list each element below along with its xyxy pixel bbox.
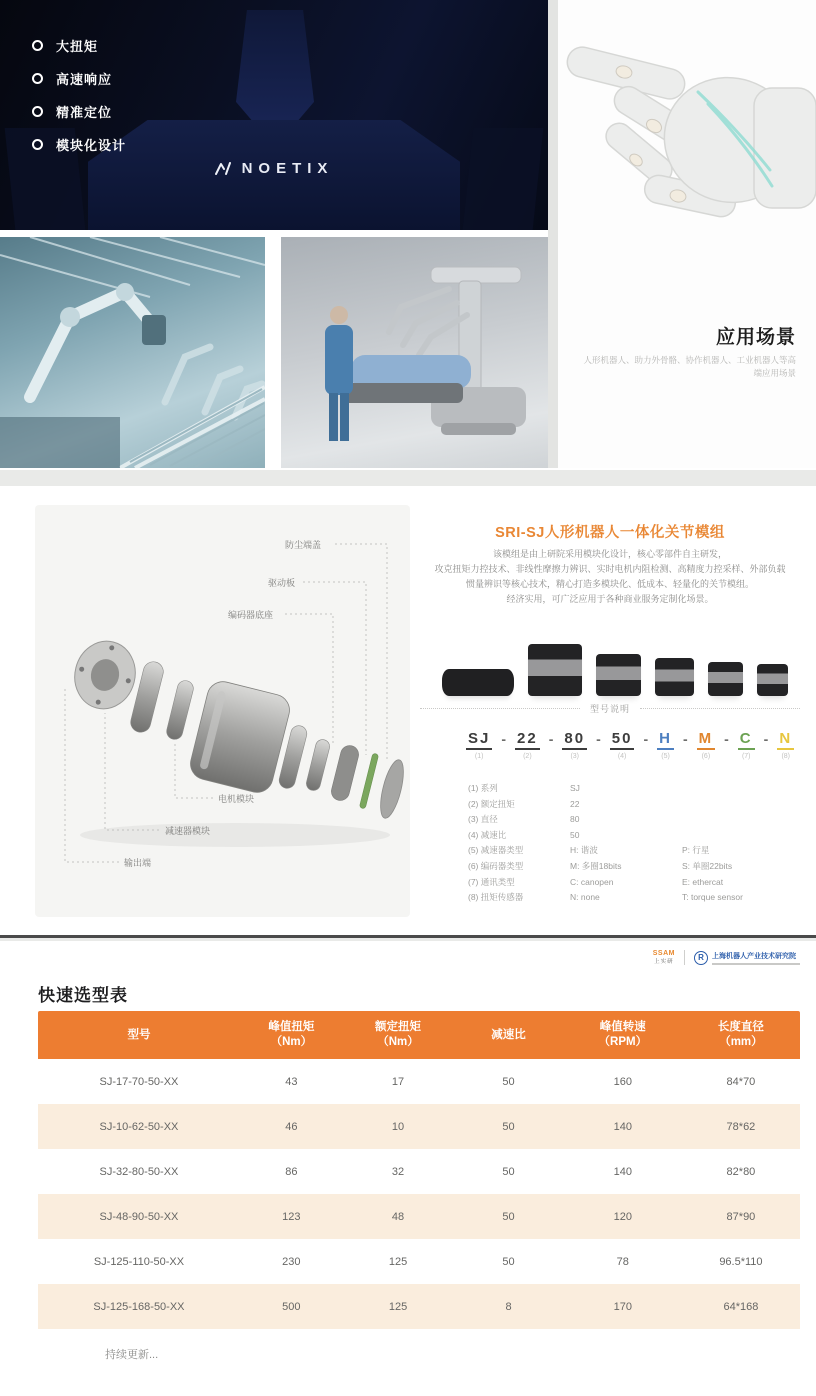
code-separator: - [548, 731, 554, 747]
legend-row [468, 876, 800, 892]
table-row [38, 1149, 800, 1194]
cell-model: SJ-10-62-50-XX [99, 1120, 179, 1133]
cell-rated-torque: 32 [391, 1165, 405, 1178]
cell-model: SJ-125-168-50-XX [93, 1300, 185, 1313]
institute-name: 上海机器人产业技术研究院 [712, 952, 796, 960]
cell-model: SJ-48-90-50-XX [99, 1210, 179, 1223]
legend-label: (5) 减速器类型 [468, 845, 524, 856]
cell-peak-torque: 230 [282, 1255, 301, 1268]
list-item [32, 102, 126, 121]
hero-image [0, 0, 548, 230]
feature-label: 高速响应 [56, 72, 113, 87]
cell-dimensions: 64*168 [723, 1300, 759, 1313]
legend-row [468, 782, 800, 798]
model-code-legend [468, 782, 800, 907]
legend-row [468, 844, 800, 860]
cell-peak-speed: 120 [613, 1210, 632, 1223]
footer-logos [653, 950, 800, 965]
segment-index: (5) [661, 753, 670, 760]
segment-index: (1) [474, 753, 484, 760]
legend-value: T: torque sensor [682, 892, 743, 903]
legend-row [468, 798, 800, 814]
segment-text: H [657, 730, 674, 750]
exploded-view-card [35, 505, 410, 917]
cell-model: SJ-125-110-50-XX [93, 1255, 185, 1268]
code-separator: - [501, 731, 507, 747]
page-1 [0, 0, 816, 470]
cell-peak-speed: 78 [616, 1255, 629, 1268]
column-header: 长度直径 （mm） [682, 1011, 800, 1059]
segment-text: 50 [610, 730, 635, 750]
legend-value: S: 单圈22bits [682, 860, 733, 871]
section-divider-line [0, 935, 816, 938]
model-code-segment [697, 730, 716, 760]
robot-arm-right [463, 128, 544, 230]
feature-label: 模块化设计 [56, 138, 127, 153]
noetix-mark-icon [215, 161, 235, 176]
cell-dimensions: 78*62 [726, 1120, 756, 1133]
company-logo [653, 950, 675, 965]
cell-peak-speed: 160 [613, 1075, 632, 1088]
column-header: 峰值转速 （RPM） [564, 1011, 682, 1059]
brand-logo [0, 160, 548, 177]
exploded-part-label: 防尘端盖 [285, 540, 322, 550]
segment-index: (2) [523, 753, 532, 760]
model-code-segment [610, 730, 635, 760]
logo-text: 上实研 [654, 959, 674, 965]
exploded-part-label: 驱动板 [268, 578, 296, 588]
legend-row [468, 891, 800, 907]
table-row [38, 1239, 800, 1284]
code-separator: - [643, 731, 649, 747]
cell-ratio: 50 [502, 1165, 515, 1178]
legend-value: 80 [570, 814, 580, 825]
column-header: 额定扭矩 （Nm） [343, 1011, 453, 1059]
cell-ratio: 50 [502, 1210, 515, 1223]
joint-module-image [442, 669, 514, 696]
joint-module-image [757, 664, 788, 696]
exploded-part-label: 编码器底座 [228, 610, 274, 620]
code-separator: - [682, 731, 688, 747]
segment-text: M [697, 730, 716, 750]
page-2 [0, 486, 816, 935]
code-separator: - [596, 731, 601, 747]
cell-rated-torque: 48 [391, 1210, 405, 1223]
page-3 [0, 941, 816, 1396]
circle-bullet-icon [32, 73, 43, 84]
column-header: 峰值扭矩 （Nm） [240, 1011, 343, 1059]
model-code-segment [777, 730, 794, 760]
legend-row [468, 813, 800, 829]
cell-ratio: 50 [502, 1075, 515, 1088]
segment-index: (3) [570, 753, 580, 760]
model-code [466, 730, 794, 760]
update-note: 持续更新... [105, 1349, 159, 1361]
circle-bullet-icon [32, 139, 43, 150]
segment-index: (8) [781, 753, 791, 760]
segment-index: (7) [741, 753, 751, 760]
legend-label: (6) 编码器类型 [468, 860, 524, 871]
cell-rated-torque: 17 [391, 1075, 405, 1088]
legend-value: SJ [570, 783, 580, 793]
segment-text: SJ [466, 730, 492, 750]
model-code-segment [738, 730, 755, 760]
cell-peak-torque: 46 [285, 1120, 298, 1133]
institute-mark-icon: R [694, 951, 708, 965]
segment-index: (4) [617, 753, 627, 760]
quick-selection-table [38, 1011, 800, 1329]
brand-wordmark: NOETIX [241, 160, 334, 177]
surgical-robot-photo [281, 237, 548, 468]
cell-model: SJ-32-80-50-XX [99, 1165, 179, 1178]
cell-peak-speed: 140 [613, 1165, 632, 1178]
column-header: 型号 [38, 1011, 240, 1059]
legend-label: (1) 系列 [468, 783, 498, 793]
feature-bullet-list [32, 36, 126, 168]
model-section-title: 型号说明 [590, 704, 631, 714]
code-separator: - [763, 731, 769, 747]
cell-rated-torque: 125 [388, 1255, 408, 1268]
model-code-segment [657, 730, 674, 760]
list-item [32, 135, 126, 154]
table-row [38, 1104, 800, 1149]
cell-ratio: 8 [505, 1300, 512, 1313]
dotted-line [640, 708, 800, 709]
product-title: SRI-SJ人形机器人一体化关节模组 [495, 525, 725, 541]
legend-row [468, 829, 800, 845]
joint-module-family-image [430, 616, 800, 696]
industrial-robots-photo [0, 237, 265, 468]
segment-index: (6) [701, 753, 711, 760]
exploded-part-label: 减速器模块 [165, 826, 211, 836]
legend-value: H: 谐波 [570, 845, 598, 856]
joint-module-image [596, 654, 641, 696]
description-line: 该模组是由上研院采用模块化设计，核心零部件自主研发， [492, 549, 727, 559]
description-line: 经济实用，可广泛应用于各种商业服务定制化场景。 [506, 594, 714, 604]
institute-english-line [712, 963, 800, 965]
cell-peak-speed: 140 [613, 1120, 632, 1133]
cell-dimensions: 96.5*110 [719, 1255, 763, 1268]
application-title: 应用场景 [715, 327, 796, 348]
dotted-line [420, 708, 580, 709]
industrial-robots-illustration [0, 237, 265, 468]
legend-value: M: 多圈18bits [570, 860, 622, 871]
list-item [32, 36, 126, 55]
selection-table-title: 快速选型表 [38, 986, 128, 1005]
legend-label: (4) 减速比 [468, 829, 507, 840]
page-break-band [0, 470, 816, 486]
segment-text: 80 [562, 730, 587, 750]
logo-divider [684, 950, 685, 965]
table-row [38, 1284, 800, 1329]
cell-peak-torque: 123 [282, 1210, 301, 1223]
column-header: 减速比 [453, 1011, 563, 1059]
product-description [422, 547, 798, 607]
segment-text: 22 [515, 730, 540, 750]
model-code-segment [466, 730, 492, 760]
model-code-segment [562, 730, 587, 760]
model-section-divider [420, 702, 800, 715]
joint-module-image [708, 662, 743, 696]
list-item [32, 69, 126, 88]
cell-dimensions: 84*70 [726, 1075, 756, 1088]
legend-label: (3) 直径 [468, 814, 498, 825]
description-line: 攻克扭矩力控技术、非线性摩擦力辨识、实时电机内阻检测、高精度力控采样、外部负载 [434, 564, 786, 574]
cell-ratio: 50 [502, 1255, 515, 1268]
legend-label: (8) 扭矩传感器 [468, 892, 524, 903]
cell-ratio: 50 [502, 1120, 515, 1133]
cell-peak-torque: 43 [285, 1075, 298, 1088]
legend-value: C: canopen [570, 876, 614, 887]
cell-peak-speed: 170 [613, 1300, 632, 1313]
cell-dimensions: 82*80 [726, 1165, 756, 1178]
legend-label: (2) 额定扭矩 [468, 798, 515, 809]
circle-bullet-icon [32, 106, 43, 117]
logo-text: SSAM [652, 950, 675, 957]
table-row [38, 1059, 800, 1104]
exploded-view-illustration [35, 505, 410, 917]
robot-head-silhouette [236, 10, 314, 122]
cell-model: SJ-17-70-50-XX [99, 1075, 179, 1088]
joint-module-image [655, 658, 694, 696]
segment-text: N [777, 730, 794, 750]
cell-dimensions: 87*90 [726, 1210, 756, 1223]
cell-peak-torque: 500 [282, 1300, 301, 1313]
circle-bullet-icon [32, 40, 43, 51]
exploded-part-label: 电机模块 [218, 794, 255, 804]
page-gutter [548, 0, 558, 468]
application-subtitle: 人形机器人、助力外骨骼、协作机器人、工业机器人等高端应用场景 [583, 355, 796, 378]
legend-value: 22 [570, 798, 580, 809]
cell-rated-torque: 125 [388, 1300, 408, 1313]
cell-peak-torque: 86 [285, 1165, 298, 1178]
feature-label: 精准定位 [56, 105, 113, 120]
cell-rated-torque: 10 [391, 1120, 405, 1133]
application-panel [558, 0, 816, 468]
table-row [38, 1194, 800, 1239]
legend-row [468, 860, 800, 876]
institute-logo [694, 951, 800, 965]
legend-value: P: 行星 [682, 845, 710, 856]
legend-value: N: none [570, 892, 600, 903]
model-code-segment [515, 730, 540, 760]
table-header-row [38, 1011, 800, 1059]
segment-text: C [738, 730, 755, 750]
description-line: 惯量辨识等核心技术，精心打造多模块化、低成本、轻量化的关节模组。 [465, 579, 754, 589]
exploded-part-label: 输出端 [124, 858, 152, 868]
joint-module-image [528, 644, 582, 696]
legend-label: (7) 通讯类型 [468, 876, 515, 887]
legend-value: E: ethercat [682, 876, 724, 887]
robotic-hand-illustration [558, 0, 816, 310]
feature-label: 大扭矩 [56, 39, 99, 54]
surgical-robot-illustration [281, 237, 548, 468]
code-separator: - [724, 731, 729, 747]
legend-value: 50 [570, 829, 580, 840]
